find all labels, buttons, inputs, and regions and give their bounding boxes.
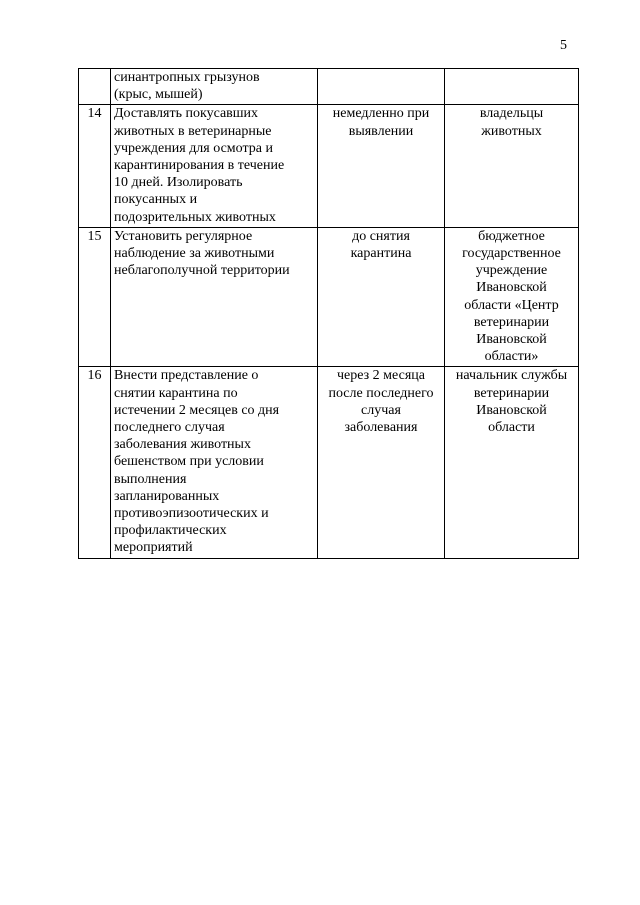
row-number: 14 (87, 106, 102, 122)
term-line: выявлении (348, 123, 414, 139)
term-cell (318, 105, 445, 227)
responsible-cell (445, 227, 579, 367)
action-line: последнего случая (114, 420, 225, 436)
action-line: неблагополучной территории (114, 263, 290, 279)
row-number-cell (79, 69, 111, 105)
term-line: после последнего (328, 385, 434, 401)
responsible-cell (445, 69, 579, 105)
responsible-line: учреждение (475, 263, 548, 279)
responsible-line: Ивановской (476, 332, 547, 348)
action-line: Доставлять покусавших (114, 106, 259, 122)
row-number-cell (79, 227, 111, 367)
action-line: (крыс, мышей) (114, 87, 203, 103)
term-cell (318, 367, 445, 558)
responsible-line: бюджетное (478, 228, 545, 244)
term-line: случая (361, 402, 401, 418)
action-line: 10 дней. Изолировать (114, 175, 243, 191)
action-cell (111, 69, 318, 105)
page-number: 5 (560, 38, 567, 53)
responsible-line: области» (484, 349, 539, 365)
responsible-line: ветеринарии (473, 385, 550, 401)
action-line: бешенством при условии (114, 454, 264, 470)
measures-table (78, 68, 579, 559)
action-line: животных в ветеринарные (114, 123, 272, 139)
action-line: снятии карантина по (114, 385, 238, 401)
responsible-cell (445, 105, 579, 227)
responsible-line: владельцы (479, 106, 544, 122)
action-line: карантинирования в течение (114, 158, 285, 174)
responsible-line: животных (481, 123, 542, 139)
action-cell (111, 367, 318, 558)
measures-table-body (79, 69, 579, 559)
responsible-line: ветеринарии (473, 314, 550, 330)
action-line: выполнения (114, 471, 187, 487)
responsible-line: области «Центр (464, 297, 559, 313)
term-line: до снятия (352, 228, 410, 244)
action-line: Установить регулярное (114, 228, 253, 244)
action-line: мероприятий (114, 540, 193, 556)
responsible-line: Ивановской (476, 402, 547, 418)
row-number-cell (79, 105, 111, 227)
row-number-cell (79, 367, 111, 558)
term-line: через 2 месяца (337, 368, 425, 384)
term-cell (318, 227, 445, 367)
action-line: профилактических (114, 523, 227, 539)
action-cell (111, 227, 318, 367)
table-row (79, 227, 579, 367)
responsible-cell (445, 367, 579, 558)
action-line: запланированных (114, 488, 220, 504)
action-line: наблюдение за животными (114, 246, 275, 262)
responsible-line: начальник службы (455, 368, 568, 384)
table-row (79, 367, 579, 558)
action-line: покусанных и (114, 192, 198, 208)
action-cell (111, 105, 318, 227)
table-row (79, 105, 579, 227)
action-line: подозрительных животных (114, 209, 276, 225)
term-line: карантина (350, 246, 412, 262)
term-line: заболевания (344, 420, 418, 436)
term-cell (318, 69, 445, 105)
table-row (79, 69, 579, 105)
row-number: 16 (87, 368, 102, 384)
responsible-line: области (488, 420, 535, 436)
row-number: 15 (87, 228, 102, 244)
responsible-line: Ивановской (476, 280, 547, 296)
term-line: немедленно при (332, 106, 430, 122)
action-line: заболевания животных (114, 437, 251, 453)
action-line: Внести представление о (114, 368, 259, 384)
action-line: синантропных грызунов (114, 70, 260, 85)
action-line: учреждения для осмотра и (114, 140, 273, 156)
action-line: истечении 2 месяцев со дня (114, 402, 280, 418)
responsible-line: государственное (462, 246, 561, 262)
action-line: противоэпизоотических и (114, 506, 269, 522)
